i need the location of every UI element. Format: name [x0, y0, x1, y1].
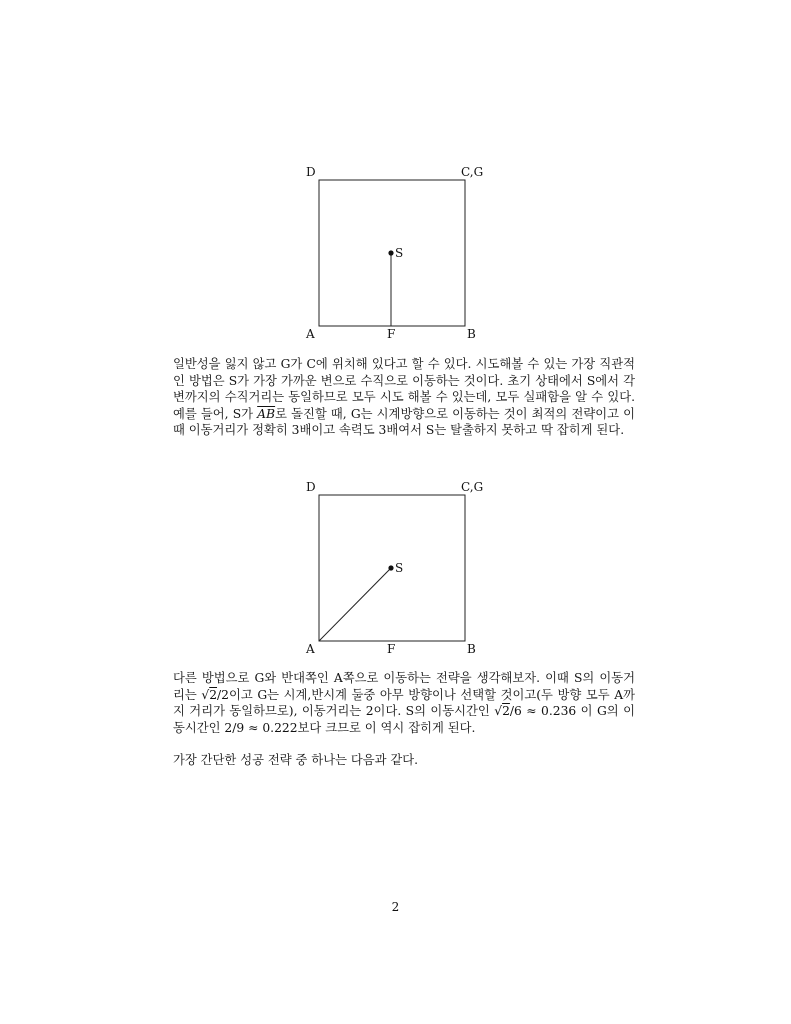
point-s: [388, 250, 393, 255]
paragraph-2: 다른 방법으로 G와 반대쪽인 A쪽으로 이동하는 전략을 생각해보자. 이때 S의 이동거리는 √2/2이고 G는 시계,반시계 둘중 아무 방향이나 선택할 것이고(두 방향 모두 A까지 거리가 동일하므로), 이동거리는 2이다. S의 이동시간인 √2/6 ≈ 0.236 이 G의 이동시간인 2/9 ≈ 0.222보다 크므로 이 역시 잡히게 된다.: [173, 671, 636, 735]
page-number: 2: [391, 900, 400, 914]
label-d: D: [306, 480, 316, 494]
sqrt-radicand-1: 2: [209, 687, 218, 702]
label-f: F: [387, 327, 396, 341]
paragraph-1-text-a: 일반성을 잃지 않고 G가 C에 위치해 있다고 할 수 있다. 시도해볼 수 있는 가장 직관적인 방법은 S가 가장 가까운 변으로 수직으로 이동하는 것이다. 초기 상태에서 S에서 각 변까지의 수직거리는 동일하므로 모두 시도 해볼 수 있는데, 모두 실패함을 알 수 있다. 예를 들어, S가: [173, 357, 635, 421]
label-b: B: [467, 327, 476, 341]
label-a: A: [306, 642, 315, 656]
label-cg: C,G: [461, 480, 484, 494]
segment-ab: $\overline{AB}$: [257, 406, 276, 421]
point-s: [388, 565, 393, 570]
figure-square-diagonal: [300, 480, 500, 660]
sqrt-radicand-2: 2: [502, 704, 510, 718]
paragraph-2-text-a: 다른 방법으로 G와 반대쪽인 A쪽으로 이동하는 전략을 생각해보자. 이때 S의 이동거리는: [173, 671, 635, 702]
label-f: F: [387, 642, 396, 656]
label-cg: C,G: [461, 165, 484, 179]
label-s: S: [395, 246, 404, 260]
paragraph-3: 가장 간단한 성공 전략 중 하나는 다음과 같다.: [173, 753, 419, 767]
paragraph-2-text-b: /2이고 G는 시계,반시계 둘중 아무 방향이나 선택할 것이고(두 방향 모두 A까지 거리가 동일하므로), 이동거리는 2이다. S의 이동시간인: [173, 687, 635, 718]
paragraph-1-text-b: 로 돌진할 때, G는 시계방향으로 이동하는 것이 최적의 전략이고 이 때 이동거리가 정확히 3배이고 속력도 3배여서 S는 탈출하지 못하고 딱 잡히게 된다.: [173, 406, 635, 437]
label-s: S: [395, 561, 404, 575]
label-a: A: [306, 327, 315, 341]
label-d: D: [306, 165, 316, 179]
paragraph-2-text-c: /6 ≈ 0.236 이 G의 이동시간인 2/9 ≈ 0.222보다 크므로 이 역시 잡히게 된다.: [173, 704, 636, 735]
path-s-to-a: [319, 568, 391, 641]
label-b: B: [467, 642, 476, 656]
figure-square-vertical: [300, 165, 500, 345]
paragraph-1: [173, 356, 635, 439]
